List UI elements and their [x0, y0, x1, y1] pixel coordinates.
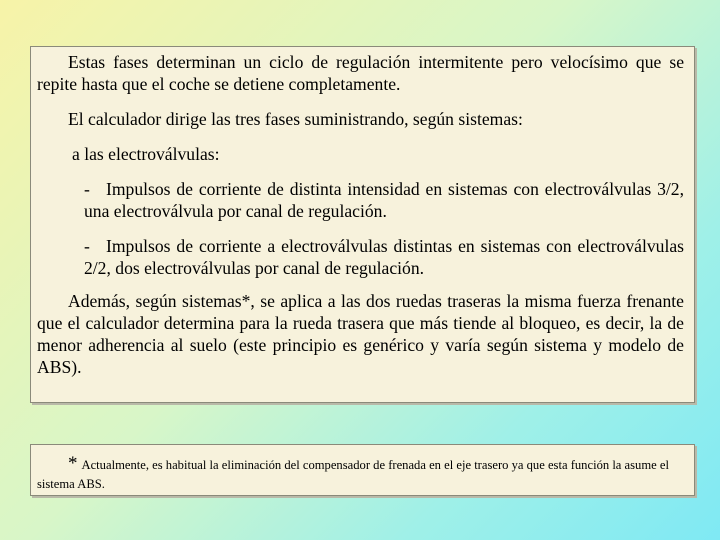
footnote-text: Actualmente, es habitual la eliminación del compensador de frenada en el eje trasero ya que esta función la asume el sistema ABS.: [37, 458, 669, 491]
footnote: [37, 454, 684, 494]
paragraph-electrovalves: a las electroválvulas:: [72, 144, 220, 164]
paragraph-phases: Estas fases determinan un ciclo de regulación intermitente pero velocísimo que se repite hasta que el coche se detiene completamente.: [37, 52, 684, 94]
bullet-text: Impulsos de corriente de distinta intensidad en sistemas con electroválvulas 3/2, una electroválvula por canal de regulación.: [84, 179, 684, 221]
footnote-asterisk: *: [68, 453, 78, 474]
bullet-item-3-2: [37, 178, 684, 222]
bullet-text: Impulsos de corriente a electroválvulas distintas en sistemas con electroválvulas 2/2, dos electroválvulas por canal de regulación.: [84, 236, 684, 278]
bullet-item-2-2: [37, 235, 684, 279]
bullet-dash: -: [84, 236, 90, 256]
footnote-box: [30, 444, 695, 496]
bullet-dash: -: [84, 179, 90, 199]
main-text-box: [30, 46, 695, 403]
paragraph-calculator: El calculador dirige las tres fases suministrando, según sistemas:: [68, 109, 523, 129]
paragraph-rear-wheels: Además, según sistemas*, se aplica a las dos ruedas traseras la misma fuerza frenante que el calculador determina para la rueda trasera que más tiende al bloqueo, es decir, la de menor adherencia al suelo (este principio es genérico y varía según sistema y modelo de ABS).: [37, 291, 684, 377]
